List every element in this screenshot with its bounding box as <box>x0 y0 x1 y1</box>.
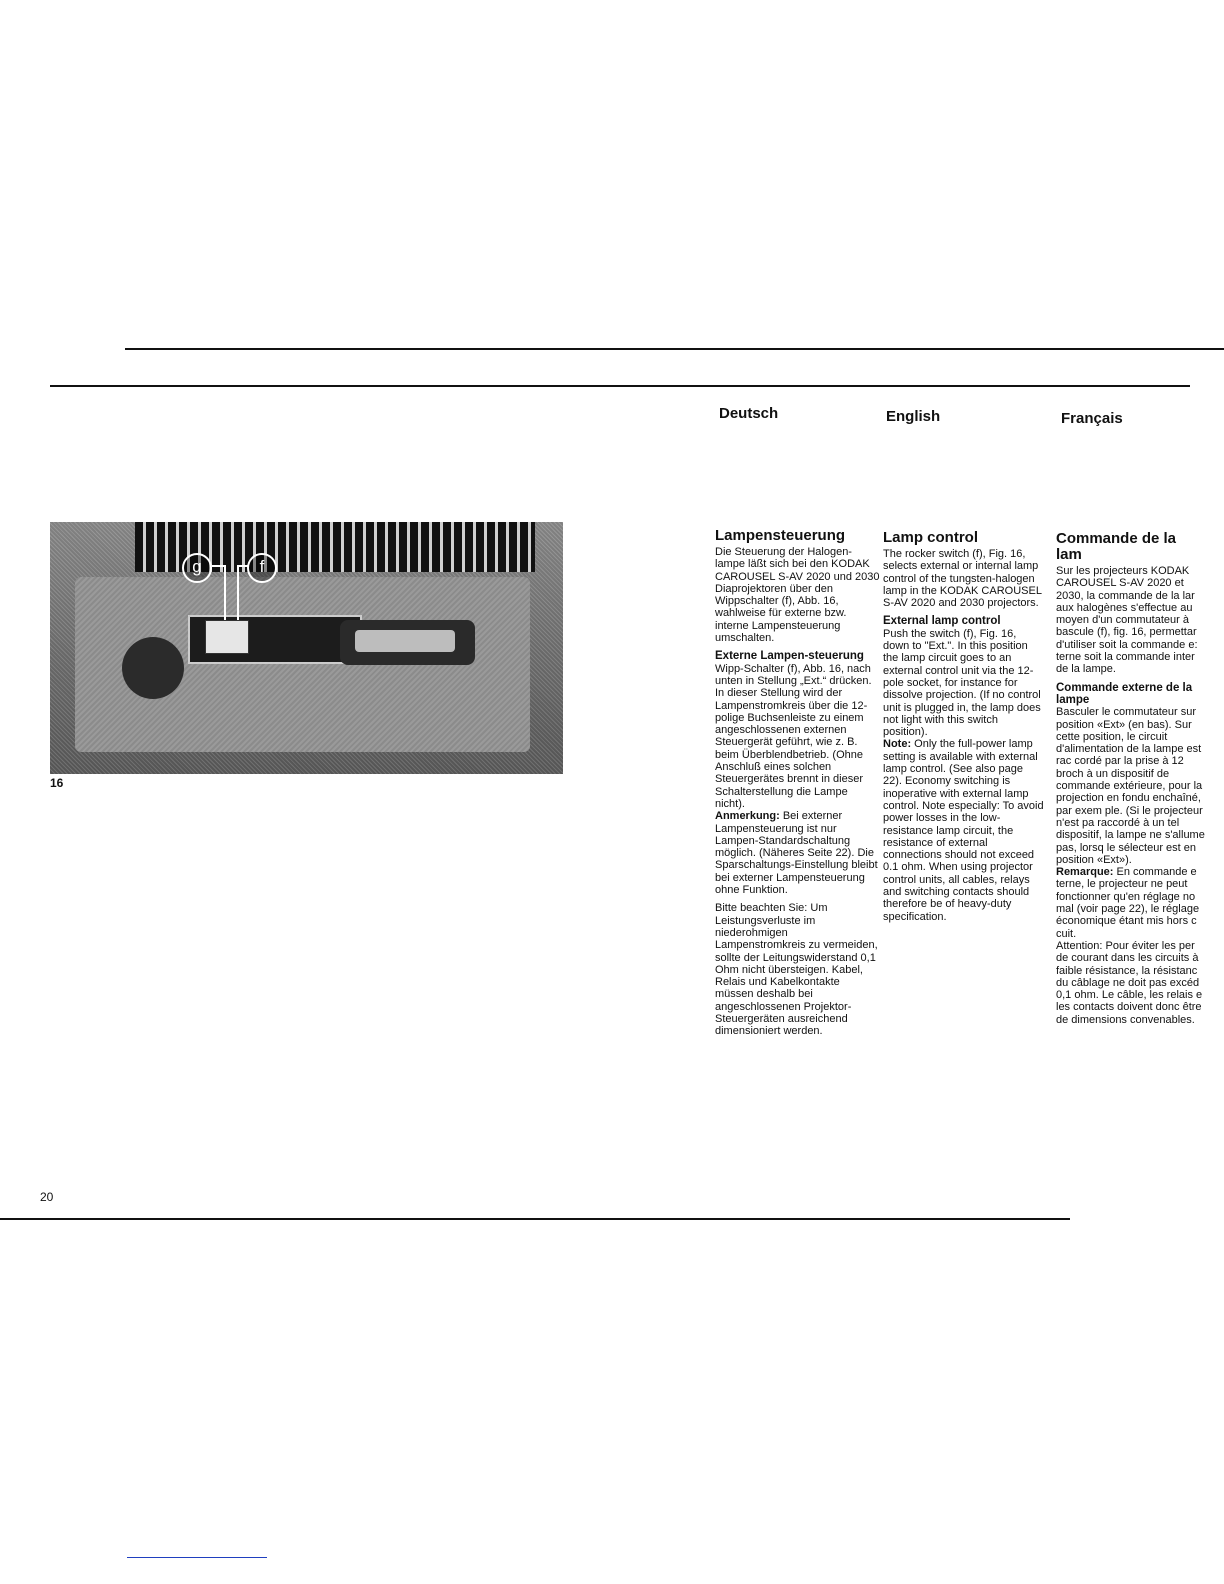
note-paragraph <box>883 738 1045 922</box>
section-title: Lampensteuerung <box>715 527 846 544</box>
section-title: Commande de la lam <box>1056 531 1177 563</box>
note-paragraph <box>715 810 880 896</box>
note-label: Anmerkung: <box>715 810 780 823</box>
column-english <box>883 530 1045 929</box>
intro-paragraph: Sur les projecteurs KODAK CAROUSEL S-AV 2020 et 2030, la commande de la lar aux halogènes s'effectue au moyen d'un commutateur à bascule (f), fig. 16, permettar d'utiliser soit la commande e: terne soit la commande inter de la lampe. <box>1056 565 1198 676</box>
note-text: En commande e terne, le projecteur ne peut fonctionner qu'en réglage no mal (voir page 22), le réglage économique étant mis hors c cuit. <box>1056 866 1200 940</box>
callout-f: f <box>247 553 277 583</box>
external-control-paragraph: Wipp-Schalter (f), Abb. 16, nach unten in Stellung „Ext.“ drücken. In dieser Stellung wird der Lampenstromkreis über die 12-polige Buchsenleiste zu einem angeschlossenen externen Steuergerät geführt, wie z. B. beim Überblendbetrieb. (Ohne Anschluß eines solchen Steuergerätes brennt in dieser Schalterstellung die Lampe nicht). <box>715 662 872 810</box>
intro-paragraph: Die Steuerung der Halogen-lampe läßt sich bei den KODAK CAROUSEL S-AV 2020 und 2030 Diaprojektoren über den Wippschalter (f), Abb. 16, wahlweise für externe bzw. interne Lampensteuerung umschalten. <box>715 546 880 645</box>
rocker-switch <box>205 620 249 654</box>
header-rule <box>50 385 1190 387</box>
note-paragraph <box>1056 866 1206 940</box>
subsection-title: External lamp control <box>883 615 1001 628</box>
subsection-title: Commande externe de la lampe <box>1056 681 1193 706</box>
callout-g-leader-vertical <box>224 565 226 620</box>
column-deutsch <box>715 528 880 1044</box>
focus-knob <box>122 637 184 699</box>
column-francais <box>1056 531 1224 1032</box>
figure-number: 16 <box>50 776 64 790</box>
caution-paragraph: Attention: Pour éviter les per de courant dans les circuits à faible résistance, la résistanc du câblage ne doit pas excéd 0,1 ohm. Le câble, les relais e les contacts doivent donc être de dimensions convenables. <box>1056 939 1203 1026</box>
note-label: Remarque: <box>1056 866 1114 879</box>
subsection-title: Externe Lampen-steuerung <box>715 650 864 663</box>
footer-rule <box>0 1218 1070 1220</box>
language-heading-english: English <box>886 408 941 425</box>
callout-g: g <box>182 553 212 583</box>
note-label: Note: <box>883 738 912 751</box>
bottom-accent-line <box>127 1557 267 1558</box>
intro-paragraph: The rocker switch (f), Fig. 16, selects external or internal lamp control of the tungsten-halogen lamp in the KODAK CAROUSEL S-AV 2020 and 2030 projectors. <box>883 548 1042 610</box>
language-heading-deutsch: Deutsch <box>719 405 779 422</box>
page-number: 20 <box>40 1190 54 1204</box>
note-text: Only the full-power lamp setting is available with external lamp control. (See also page 22). Economy switching is inoperative with external lamp control. Note especially: To avoid power losses in the low-resistance lamp circuit, the resistance of external connections should not exceed 0.1 ohm. When using projector control units, all cables, relays and switching contacts should therefore be of heavy-duty specification. <box>883 738 1044 923</box>
section-title: Lamp control <box>883 529 979 546</box>
top-rule <box>125 348 1224 350</box>
socket-contacts <box>355 630 455 652</box>
language-heading-francais: Français <box>1061 410 1123 427</box>
note-text: Bei externer Lampensteuerung ist nur Lampen-Standardschaltung möglich. (Näheres Seite 22). Die Sparschaltungs-Einstellung bleibt bei externer Lampensteuerung ohne Funktion. <box>715 810 878 897</box>
callout-f-leader-vertical <box>237 565 239 620</box>
projector-rear-photo <box>50 522 563 774</box>
caution-paragraph: Bitte beachten Sie: Um Leistungsverluste im niederohmigen Lampenstromkreis zu vermeiden, sollte der Leitungswiderstand 0,1 Ohm nicht übersteigen. Kabel, Relais und Kabelkontakte müssen deshalb bei angeschlossenen Projektor-Steuergeräten ausreichend dimensioniert werden. <box>715 902 878 1038</box>
external-control-paragraph: Basculer le commutateur sur position «Ext» (en bas). Sur cette position, le circuit d'alimentation de la lampe est rac cordé par la prise à 12 broch à un dispositif de commande extérieure, pour la projection en fondu enchaîné, par exem ple. (Si le projecteur n'est pa raccordé à un tel dispositif, la lampe ne s'allume pas, lorsq le sélecteur est en position «Ext»). <box>1056 706 1205 866</box>
external-control-paragraph: Push the switch (f), Fig. 16, down to "Ext.". In this position the lamp circuit goes to an external control unit via the 12-pole socket, for instance for dissolve projection. (If no control unit is plugged in, the lamp does not light with this switch position). <box>883 627 1041 739</box>
